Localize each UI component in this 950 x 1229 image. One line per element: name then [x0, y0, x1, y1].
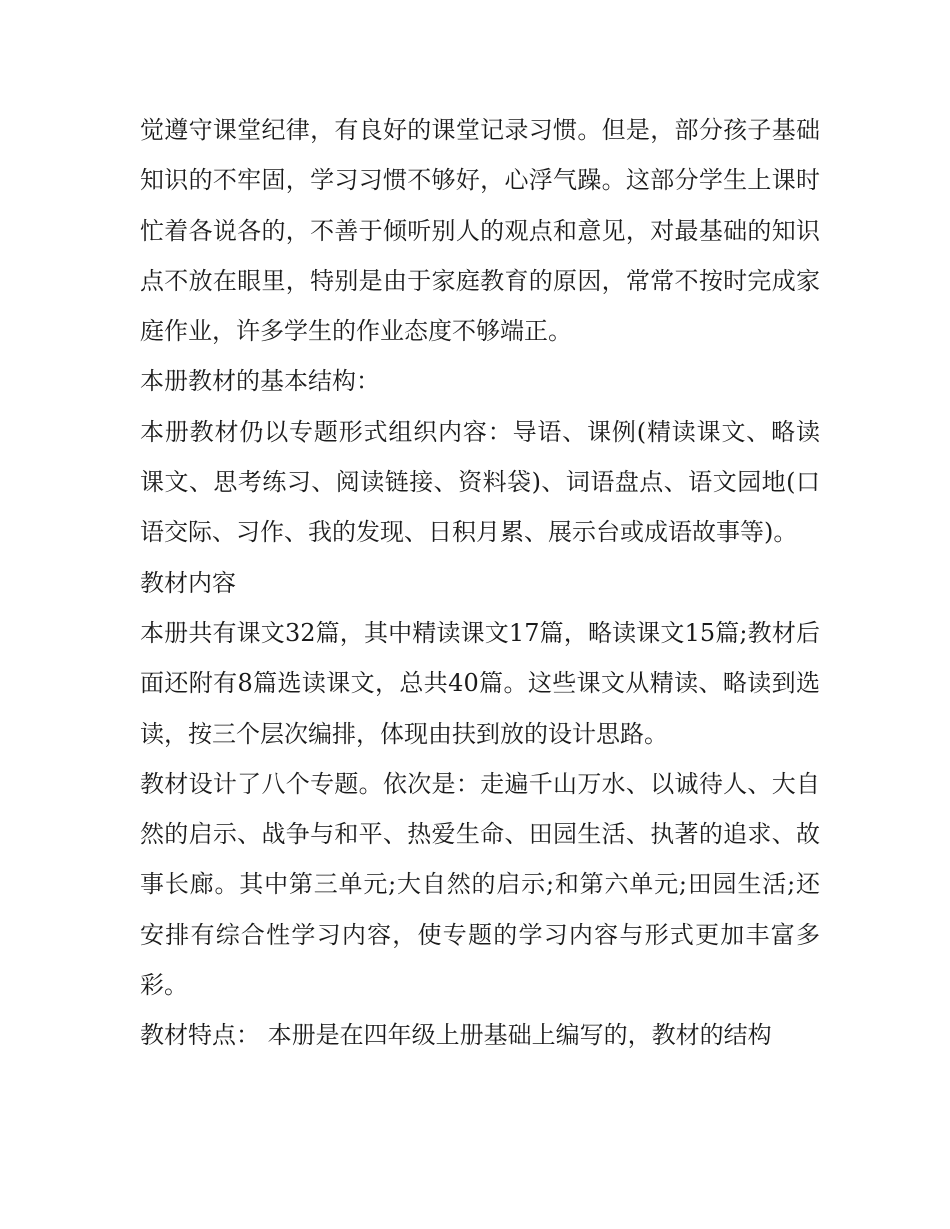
document-body	[140, 105, 820, 1061]
paragraph-textbook-structure: 本册教材仍以专题形式组织内容：导语、课例(精读课文、略读课文、思考练习、阅读链接、资料袋)、词语盘点、语文园地(口语交际、习作、我的发现、日积月累、展示台或成语故事等)。	[140, 417, 820, 547]
paragraph-lesson-count: 本册共有课文32篇，其中精读课文17篇，略读课文15篇;教材后面还附有8篇选读课文，总共40篇。这些课文从精读、略读到选读，按三个层次编排，体现由扶到放的设计思路。	[140, 618, 820, 748]
paragraph-themes: 教材设计了八个专题。依次是：走遍千山万水、以诚待人、大自然的启示、战争与和平、热爱生命、田园生活、执著的追求、故事长廊。其中第三单元;大自然的启示;和第六单元;田园生活;还安排有综合性学习内容，使专题的学习内容与形式更加丰富多彩。	[140, 769, 820, 1000]
heading-textbook-content: 教材内容	[140, 568, 236, 597]
paragraph-student-habits: 觉遵守课堂纪律，有良好的课堂记录习惯。但是，部分孩子基础知识的不牢固，学习习惯不够好，心浮气躁。这部分学生上课时忙着各说各的，不善于倾听别人的观点和意见，对最基础的知识点不放在眼里，特别是由于家庭教育的原因，常常不按时完成家庭作业，许多学生的作业态度不够端正。	[140, 116, 820, 346]
paragraph-textbook-features: 教材特点： 本册是在四年级上册基础上编写的，教材的结构	[140, 1021, 772, 1050]
heading-textbook-structure: 本册教材的基本结构：	[140, 367, 380, 396]
